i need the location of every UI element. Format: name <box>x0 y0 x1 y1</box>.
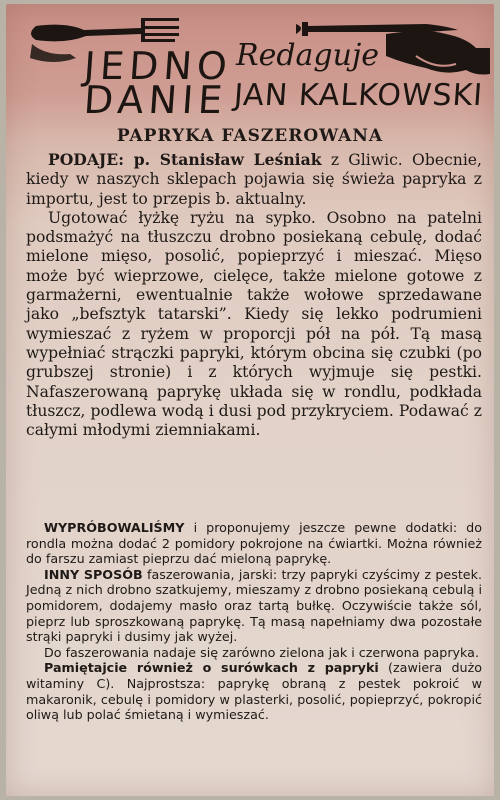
intro-text: z Gliwic. Obecnie, kiedy w naszych sklepach pojawia się świeża papryka z importu, jest to przepis b. aktualny. <box>26 151 482 208</box>
editor-name: JAN KALKOWSKI <box>232 78 485 113</box>
salads-lead: Pamiętajcie również o surówkach z papryki <box>44 660 379 676</box>
header-word-danie: DANIE <box>82 78 229 122</box>
other-method-text: faszerowania, jarski: trzy papryki czyścimy z pestek. Jedną z nich drobno szatkujemy, mieszamy z drobno posiekaną cebulą i pomidorem, dodajemy masło oraz tartą bułkę. Oczywiście także sól, pieprz lub sproszkowaną paprykę. Tą masą napełniamy dwa pozostałe strąki papryki i dusimy jak wyżej. <box>26 566 482 645</box>
article-body <box>26 150 482 440</box>
tested-text: i proponujemy jeszcze pewne dodatki: do rondla można dodać 2 pomidory pokrojone na ćwiartki. Można również do farszu zamiast pieprzu dać mieloną paprykę. <box>26 520 482 567</box>
paragraph-tested <box>26 520 482 567</box>
paragraph-pepper-types: Do faszerowania nadaje się zarówno zielona jak i czerwona papryka. <box>44 644 479 660</box>
paragraph-salads <box>26 660 482 722</box>
header-word-jedno: JEDNO <box>82 44 234 88</box>
article-notes <box>26 520 482 723</box>
other-method-lead: INNY SPOSÓB <box>44 566 143 582</box>
article-title: PAPRYKA FASZEROWANA <box>116 126 384 146</box>
salads-text: (zawiera dużo witaminy C). Najprostsza: paprykę obraną z pestek pokroić w makaronik, cebulę i pomidory w plasterki, posolić, popieprzyć, pokropić oliwą lub polać śmietaną i wymieszać. <box>26 660 482 723</box>
hand-icon <box>386 31 490 75</box>
paragraph-recipe: Ugotować łyżkę ryżu na sypko. Osobno na patelni podsmażyć na tłuszczu drobno posiekaną cebulę, dodać mielone mięso, posolić, popieprzyć i mieszać. Mięso może być wieprzowe, cielęce, także mielone gotowe z garmażerni, ewentualnie także wołowe sprzedawane jako „befsztyk tatarski”. Kiedy się lekko podrumieni wymieszać z ryżem w proporcji pół na pół. Tą masą wypełniać strączki papryki, którym obcina się czubki (po grubszej stronie) i z których wyjmuje się pestki. Nafaszerowaną paprykę układa się w rondlu, podkłada tłuszcz, podlewa wodą i dusi pod przykryciem. Podawać z całymi młodymi ziemniakami. <box>26 208 482 440</box>
editor-label: Redaguje <box>236 38 380 73</box>
paragraph-intro <box>26 150 482 209</box>
tested-lead: WYPRÓBOWALIŚMY <box>44 520 185 535</box>
paragraph-other-method <box>26 567 482 645</box>
column-header <box>6 4 494 122</box>
intro-lead: PODAJE: p. Stanisław Leśniak <box>48 150 322 169</box>
newspaper-clipping <box>6 4 494 796</box>
